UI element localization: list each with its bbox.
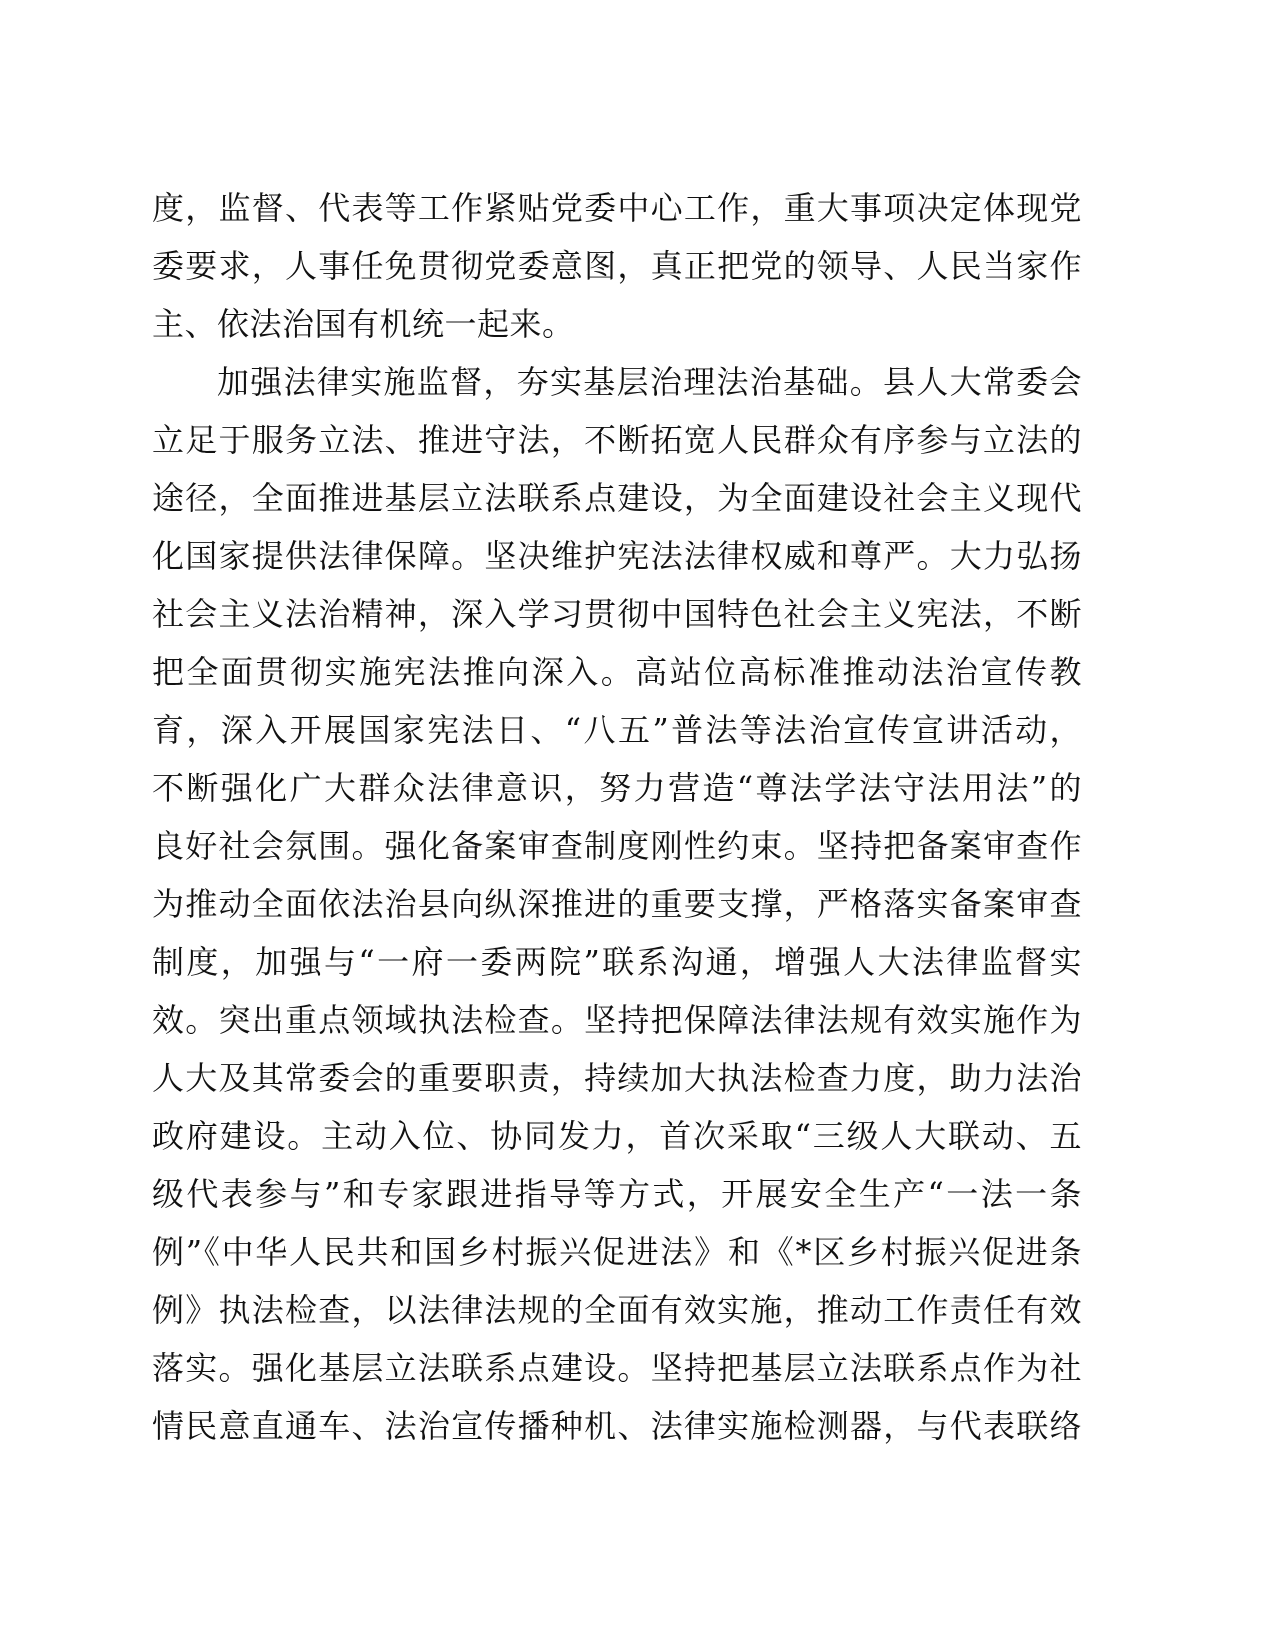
text-line: 政府建设。主动入位、协同发力，首次采取“三级人大联动、五 <box>152 1117 1082 1155</box>
paragraph-first-line: 加强法律实施监督，夯实基层治理法治基础。县人大常委会 <box>217 363 1082 401</box>
text-line: 把全面贯彻实施宪法推向深入。高站位高标准推动法治宣传教 <box>152 653 1082 691</box>
text-line: 不断强化广大群众法律意识，努力营造“尊法学法守法用法”的 <box>152 769 1082 807</box>
text-line: 制度，加强与“一府一委两院”联系沟通，增强人大法律监督实 <box>152 943 1082 981</box>
text-line: 级代表参与”和专家跟进指导等方式，开展安全生产“一法一条 <box>152 1175 1082 1213</box>
text-line: 良好社会氛围。强化备案审查制度刚性约束。坚持把备案审查作 <box>152 827 1082 865</box>
text-line: 为推动全面依法治县向纵深推进的重要支撑，严格落实备案审查 <box>152 885 1082 923</box>
text-line: 落实。强化基层立法联系点建设。坚持把基层立法联系点作为社 <box>152 1349 1082 1387</box>
text-line: 例”《中华人民共和国乡村振兴促进法》和《*区乡村振兴促进条 <box>152 1233 1082 1271</box>
body-text <box>152 179 1082 1455</box>
text-line: 度，监督、代表等工作紧贴党委中心工作，重大事项决定体现党 <box>152 189 1082 227</box>
text-line: 育，深入开展国家宪法日、“八五”普法等法治宣传宣讲活动， <box>152 711 1082 749</box>
text-line: 主、依法治国有机统一起来。 <box>152 305 575 343</box>
text-line: 途径，全面推进基层立法联系点建设，为全面建设社会主义现代 <box>152 479 1082 517</box>
text-line: 立足于服务立法、推进守法，不断拓宽人民群众有序参与立法的 <box>152 421 1082 459</box>
text-line: 化国家提供法律保障。坚决维护宪法法律权威和尊严。大力弘扬 <box>152 537 1082 575</box>
text-line: 社会主义法治精神，深入学习贯彻中国特色社会主义宪法，不断 <box>152 595 1082 633</box>
text-line: 委要求，人事任免贯彻党委意图，真正把党的领导、人民当家作 <box>152 247 1082 285</box>
text-line: 例》执法检查，以法律法规的全面有效实施，推动工作责任有效 <box>152 1291 1082 1329</box>
text-line: 情民意直通车、法治宣传播种机、法律实施检测器，与代表联络 <box>152 1407 1082 1445</box>
text-line: 人大及其常委会的重要职责，持续加大执法检查力度，助力法治 <box>152 1059 1082 1097</box>
text-line: 效。突出重点领域执法检查。坚持把保障法律法规有效实施作为 <box>152 1001 1082 1039</box>
